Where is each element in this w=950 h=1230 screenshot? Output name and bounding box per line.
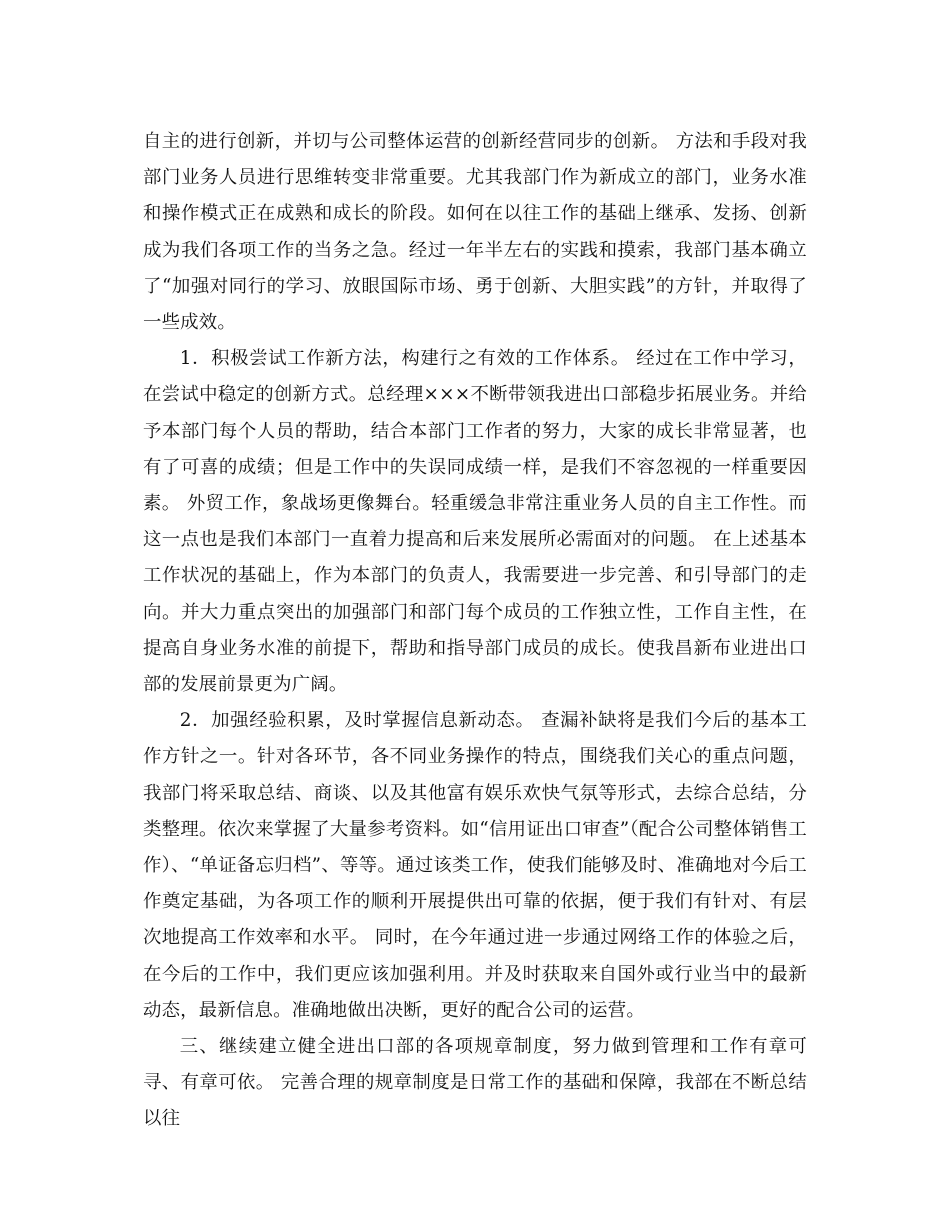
paragraph-intro: 自主的进行创新，并切与公司整体运营的创新经营同步的创新。 方法和手段对我部门业务人员进行思维转变非常重要。尤其我部门作为新成立的部门，业务水准和操作模式正在成熟和成长的阶段。如何在以往工作的基础上继承、发扬、创新成为我们各项工作的当务之急。经过一年半左右的实践和摸索，我部门基本确立了“加强对同行的学习、放眼国际市场、勇于创新、大胆实践”的方针，并取得了一些成效。 [143,131,807,334]
document-body [143,124,807,1138]
paragraph-section-3: 三、继续建立健全进出口部的各项规章制度，努力做到管理和工作有章可寻、有章可依。 完善合理的规章制度是日常工作的基础和保障，我部在不断总结以往 [143,1036,807,1130]
paragraph-item-2: 2．加强经验积累，及时掌握信息新动态。 查漏补缺将是我们今后的基本工作方针之一。针对各环节，各不同业务操作的特点，围绕我们关心的重点问题，我部门将采取总结、商谈、以及其他富有娱乐欢快气氛等形式，去综合总结，分类整理。依次来掌握了大量参考资料。如“信用证出口审查”（配合公司整体销售工作）、“单证备忘归档”、等等。通过该类工作，使我们能够及时、准确地对今后工作奠定基础，为各项工作的顺利开展提供出可靠的依据，便于我们有针对、有层次地提高工作效率和水平。 同时，在今年通过进一步通过网络工作的体验之后，在今后的工作中，我们更应该加强利用。并及时获取来自国外或行业当中的最新动态，最新信息。准确地做出决断，更好的配合公司的运营。 [143,710,807,1021]
paragraph-item-1: 1．积极尝试工作新方法，构建行之有效的工作体系。 经过在工作中学习，在尝试中稳定的创新方式。总经理×××不断带领我进出口部稳步拓展业务。并给予本部门每个人员的帮助，结合本部门工作者的努力，大家的成长非常显著，也有了可喜的成绩；但是工作中的失误同成绩一样，是我们不容忽视的一样重要因素。 外贸工作，象战场更像舞台。轻重缓急非常注重业务人员的自主工作性。而这一点也是我们本部门一直着力提高和后来发展所必需面对的问题。 在上述基本工作状况的基础上，作为本部门的负责人，我需要进一步完善、和引导部门的走向。并大力重点突出的加强部门和部门每个成员的工作独立性，工作自主性，在提高自身业务水准的前提下，帮助和指导部门成员的成长。使我昌新布业进出口部的发展前景更为广阔。 [143,348,807,696]
